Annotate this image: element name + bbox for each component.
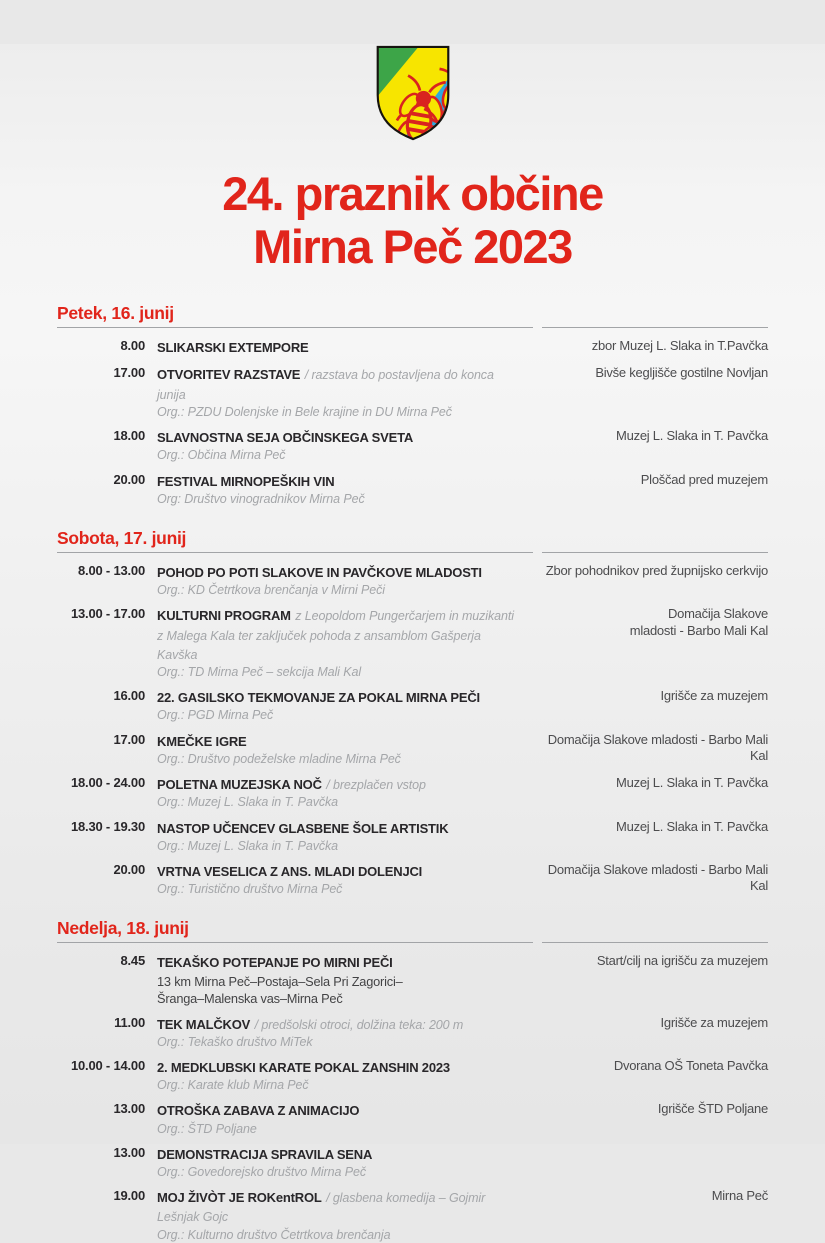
event-main [145,688,534,723]
event-location-line: zbor Muzej L. Slaka in T.Pavčka [591,338,768,354]
event-title: TEKAŠKO POTEPANJE PO MIRNI PEČI [157,955,393,971]
event-location [534,688,768,704]
event-title: FESTIVAL MIRNOPEŠKIH VIN [157,473,335,489]
event-row [57,862,768,897]
day-section [57,528,768,897]
event-main [145,472,534,507]
event-title: POLETNA MUZEJSKA NOČ [157,777,322,793]
event-row [57,1145,768,1180]
event-main [145,428,534,463]
page-title-line1: 24. praznik občine [222,167,603,220]
section-divider [57,942,768,943]
event-location-line: mladosti - Barbo Mali Kal [629,622,768,638]
event-location [534,775,768,791]
day-section [57,303,768,507]
event-location-line: Bivše kegljišče gostilne Novljan [595,365,768,381]
event-location [534,365,768,381]
event-titleline [157,1188,520,1226]
event-main [145,606,534,680]
event-titleline [157,1101,520,1120]
event-main [145,1145,534,1180]
event-detail: / glasbena komedija – Gojmir Lešnjak Gojc [157,1191,486,1225]
municipal-coat-of-arms-icon [373,44,453,142]
event-row [57,338,768,357]
event-title: SLIKARSKI EXTEMPORE [157,340,309,356]
event-location [534,472,768,488]
event-location [534,953,768,969]
event-row [57,953,768,1006]
page-title [57,168,768,273]
event-time: 8.00 [120,338,145,354]
event-main [145,732,534,767]
event-title: VRTNA VESELICA Z ANS. MLADI DOLENJCI [157,863,423,879]
event-location [534,563,768,579]
event-row [57,1101,768,1136]
event-titleline [157,1145,520,1164]
event-titleline [157,428,520,447]
event-organizer: Org.: PGD Mirna Peč [157,708,274,723]
event-row [57,1188,768,1243]
event-main [145,1058,534,1093]
event-titleline [157,606,520,664]
event-location-line: Dvorana OŠ Toneta Pavčka [613,1057,768,1073]
day-heading: Sobota, 17. junij [57,527,187,548]
event-location-line: Muzej L. Slaka in T. Pavčka [616,428,768,444]
event-organizer: Org.: Društvo podeželske mladine Mirna Peč [157,751,401,766]
event-organizer: Org.: Občina Mirna Peč [157,448,286,463]
event-time: 10.00 - 14.00 [70,1057,145,1073]
event-titleline [157,563,520,582]
event-time: 18.00 - 24.00 [70,775,145,791]
section-divider [57,552,768,553]
event-titleline [157,775,520,794]
event-titleline [157,732,520,751]
event-location-line: Domačija Slakove mladosti - Barbo Mali Kal [547,731,768,763]
day-heading: Petek, 16. junij [57,303,174,324]
event-location [534,1058,768,1074]
event-main [145,862,534,897]
event-title: MOJ ŽIVÒT JE ROKentROL [157,1190,322,1206]
event-time: 8.00 - 13.00 [78,562,145,578]
event-location-line: Igrišče ŠTD Poljane [657,1101,768,1117]
event-row [57,365,768,420]
event-row [57,472,768,507]
event-titleline [157,472,520,491]
event-organizer: Org.: Muzej L. Slaka in T. Pavčka [157,838,339,853]
event-location-line: Igrišče za muzejem [660,1014,768,1030]
event-location [534,1188,768,1204]
event-title: OTVORITEV RAZSTAVE [157,367,301,383]
event-time: 18.00 [113,428,145,444]
page-title-line2: Mirna Peč 2023 [253,219,572,273]
event-title: NASTOP UČENCEV GLASBENE ŠOLE ARTISTIK [157,820,449,836]
event-time: 13.00 [113,1101,145,1117]
event-location-line: Domačija Slakove mladosti - Barbo Mali Kal [547,861,768,894]
event-location [534,862,768,895]
event-time: 17.00 [113,731,145,747]
event-time: 8.45 [120,953,145,969]
event-location [534,1101,768,1117]
section-divider [57,327,768,328]
event-title: POHOD PO POTI SLAKOVE IN PAVČKOVE MLADOSTI [157,564,482,580]
event-time: 18.30 - 19.30 [70,818,145,834]
event-title: TEK MALČKOV [157,1016,251,1032]
event-location-line: Muzej L. Slaka in T. Pavčka [616,818,768,834]
event-time: 17.00 [113,365,145,381]
event-titleline [157,365,520,403]
event-organizer: Org.: TD Mirna Peč – sekcija Mali Kal [157,664,361,679]
event-row [57,819,768,854]
event-main [145,365,534,420]
day-section [57,918,768,1243]
event-location-line: Start/cilj na igrišču za muzejem [596,953,768,969]
event-location-line: Ploščad pred muzejem [640,471,768,487]
divider-line [542,552,768,553]
event-main [145,1015,534,1050]
event-time: 16.00 [113,688,145,704]
event-titleline [157,338,520,357]
event-location-line: Mirna Peč [711,1188,768,1204]
event-main [145,1101,534,1136]
event-detail: z Leopoldom Pungerčarjem in muzikanti z Malega Kala ter zaključek pohoda z ansamblom Gašperja Kavška [157,609,514,662]
event-row [57,563,768,598]
event-detail: / predšolski otroci, dolžina teka: 200 m [254,1017,464,1032]
event-organizer: Org: Društvo vinogradnikov Mirna Peč [157,491,365,506]
event-detail: / brezplačen vstop [326,778,426,793]
event-main [145,563,534,598]
event-titleline [157,1058,520,1077]
event-time: 11.00 [114,1014,145,1030]
event-location-line: Muzej L. Slaka in T. Pavčka [616,775,768,791]
event-organizer: Org.: Tekaško društvo MiTek [157,1034,313,1049]
event-row [57,688,768,723]
event-location [534,338,768,354]
event-row [57,606,768,680]
event-location-line: Zbor pohodnikov pred župnijsko cerkvijo [545,562,768,578]
event-main [145,338,534,357]
event-detail: / razstava bo postavljena do konca junija [157,368,494,402]
event-main [145,775,534,810]
event-poster [0,44,825,1242]
divider-line [57,552,533,553]
event-organizer: Org.: ŠTD Poljane [157,1121,257,1136]
event-row [57,428,768,463]
event-titleline [157,862,520,881]
event-note-line: Šranga–Malenska vas–Mirna Peč [157,990,343,1006]
event-row [57,732,768,767]
event-time: 19.00 [113,1188,145,1204]
event-row [57,775,768,810]
event-time: 20.00 [113,471,145,487]
event-titleline [157,1015,520,1034]
event-organizer: Org.: Muzej L. Slaka in T. Pavčka [157,795,339,810]
event-location [534,732,768,765]
divider-line [57,942,533,943]
event-titleline [157,819,520,838]
event-location-line: Domačija Slakove [667,606,768,622]
event-title: KULTURNI PROGRAM [157,608,291,624]
event-title: KMEČKE IGRE [157,733,247,749]
event-title: DEMONSTRACIJA SPRAVILA SENA [157,1146,373,1162]
event-location [534,428,768,444]
event-titleline [157,953,520,972]
event-organizer: Org.: KD Četrtkova brenčanja v Mirni Peči [157,583,385,598]
event-title: OTROŠKA ZABAVA Z ANIMACIJO [157,1103,360,1119]
event-time: 13.00 [113,1144,145,1160]
event-organizer: Org.: Govedorejsko društvo Mirna Peč [157,1165,366,1180]
event-organizer: Org.: Turistično društvo Mirna Peč [157,882,343,897]
divider-line [542,327,768,328]
event-time: 13.00 - 17.00 [70,606,145,622]
event-titleline [157,688,520,707]
event-row [57,1058,768,1093]
schedule [57,303,768,1243]
event-row [57,1015,768,1050]
day-heading: Nedelja, 18. junij [57,918,189,939]
event-organizer: Org.: PZDU Dolenjske in Bele krajine in DU Mirna Peč [157,404,452,419]
event-main [145,1188,534,1243]
divider-line [542,942,768,943]
divider-line [57,327,533,328]
event-title: 2. MEDKLUBSKI KARATE POKAL ZANSHIN 2023 [157,1059,450,1075]
event-organizer: Org.: Kulturno društvo Četrtkova brenčanja [157,1227,391,1242]
event-location [534,606,768,639]
event-organizer: Org.: Karate klub Mirna Peč [157,1078,309,1093]
event-title: SLAVNOSTNA SEJA OBČINSKEGA SVETA [157,430,414,446]
event-note-line: 13 km Mirna Peč–Postaja–Sela Pri Zagorici– [157,973,403,989]
event-main [145,819,534,854]
event-location-line: Igrišče za muzejem [660,688,768,704]
event-time: 20.00 [113,861,145,877]
event-title: 22. GASILSKO TEKMOVANJE ZA POKAL MIRNA PEČI [157,690,480,706]
event-location [534,1015,768,1031]
event-location [534,819,768,835]
event-main [145,953,534,1006]
